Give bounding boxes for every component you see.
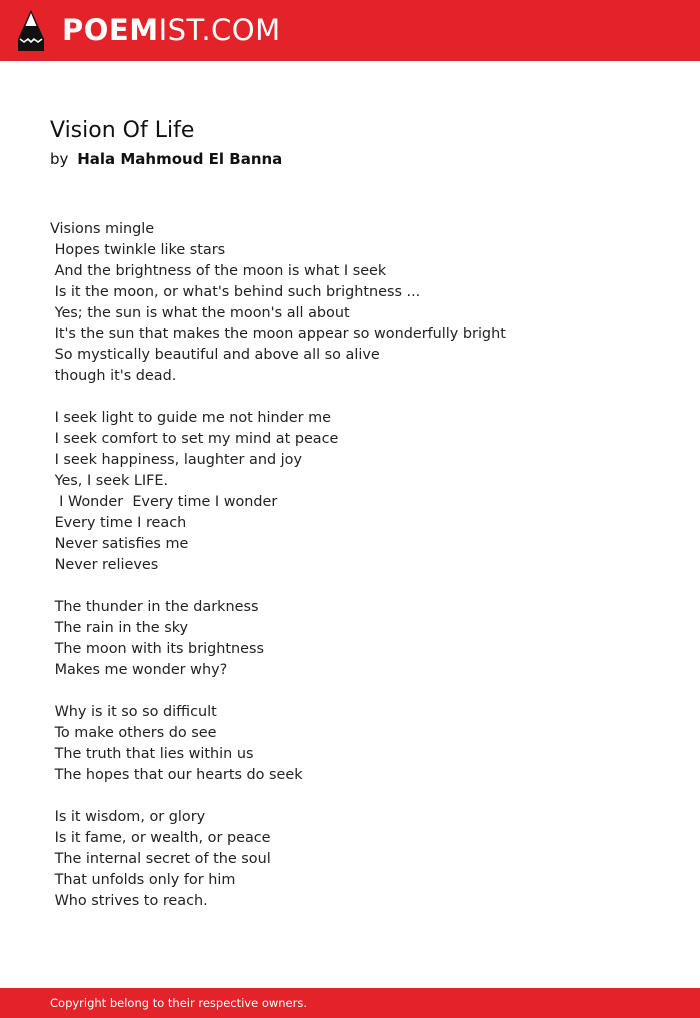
- poem-line: Is it fame, or wealth, or peace: [50, 830, 271, 846]
- site-logo[interactable]: [62, 12, 281, 48]
- site-header: [0, 0, 700, 61]
- poem-line: Who strives to reach.: [50, 893, 208, 909]
- poem-line: Every time I reach: [50, 515, 187, 531]
- poem-line: Hopes twinkle like stars: [50, 242, 226, 258]
- poem-line: It's the sun that makes the moon appear so wonderfully bright: [50, 326, 506, 342]
- poem-line: though it's dead.: [50, 368, 177, 384]
- poem-line: Never satisfies me: [50, 536, 189, 552]
- poem-line: [50, 681, 670, 702]
- pencil-tip-icon[interactable]: [17, 9, 45, 52]
- poem-line: [50, 387, 670, 408]
- poem-line: Is it wisdom, or glory: [50, 809, 206, 825]
- poem-line: Is it the moon, or what's behind such brightness ...: [50, 284, 421, 300]
- poem-line: Yes, I seek LIFE.: [50, 473, 169, 489]
- poem-author: Hala Mahmoud El Banna: [77, 150, 283, 168]
- poem-body: [50, 219, 670, 912]
- poem-line: To make others do see: [50, 725, 217, 741]
- poem-line: That unfolds only for him: [50, 872, 236, 888]
- poem-line: The rain in the sky: [50, 620, 189, 636]
- site-footer: [0, 988, 700, 1018]
- poem-line: So mystically beautiful and above all so alive: [50, 347, 380, 363]
- copyright-notice: Copyright belong to their respective owners.: [50, 996, 308, 1010]
- poem-line: [50, 786, 670, 807]
- poem-line: Yes; the sun is what the moon's all about: [50, 305, 350, 321]
- poem-line: I seek light to guide me not hinder me: [50, 410, 331, 426]
- poem-line: I seek happiness, laughter and joy: [50, 452, 302, 468]
- poem-line: Never relieves: [50, 557, 159, 573]
- poem-line: Makes me wonder why?: [50, 662, 228, 678]
- poem-line: Why is it so so difficult: [50, 704, 217, 720]
- by-label: by: [50, 150, 69, 168]
- poem-line: The internal secret of the soul: [50, 851, 271, 867]
- poem-line: The truth that lies within us: [50, 746, 254, 762]
- poem-line: Visions mingle: [50, 221, 155, 237]
- poem-byline: [50, 148, 282, 170]
- logo-text-light: IST.COM: [158, 13, 281, 47]
- poem-title: Vision Of Life: [50, 118, 195, 143]
- poem-line: I Wonder Every time I wonder: [50, 494, 278, 510]
- poem-line: I seek comfort to set my mind at peace: [50, 431, 339, 447]
- poem-line: And the brightness of the moon is what I seek: [50, 263, 387, 279]
- logo-text-bold: POEM: [62, 13, 159, 47]
- poem-line: The thunder in the darkness: [50, 599, 259, 615]
- poem-line: The hopes that our hearts do seek: [50, 767, 303, 783]
- poem-line: The moon with its brightness: [50, 641, 264, 657]
- poem-line: [50, 576, 670, 597]
